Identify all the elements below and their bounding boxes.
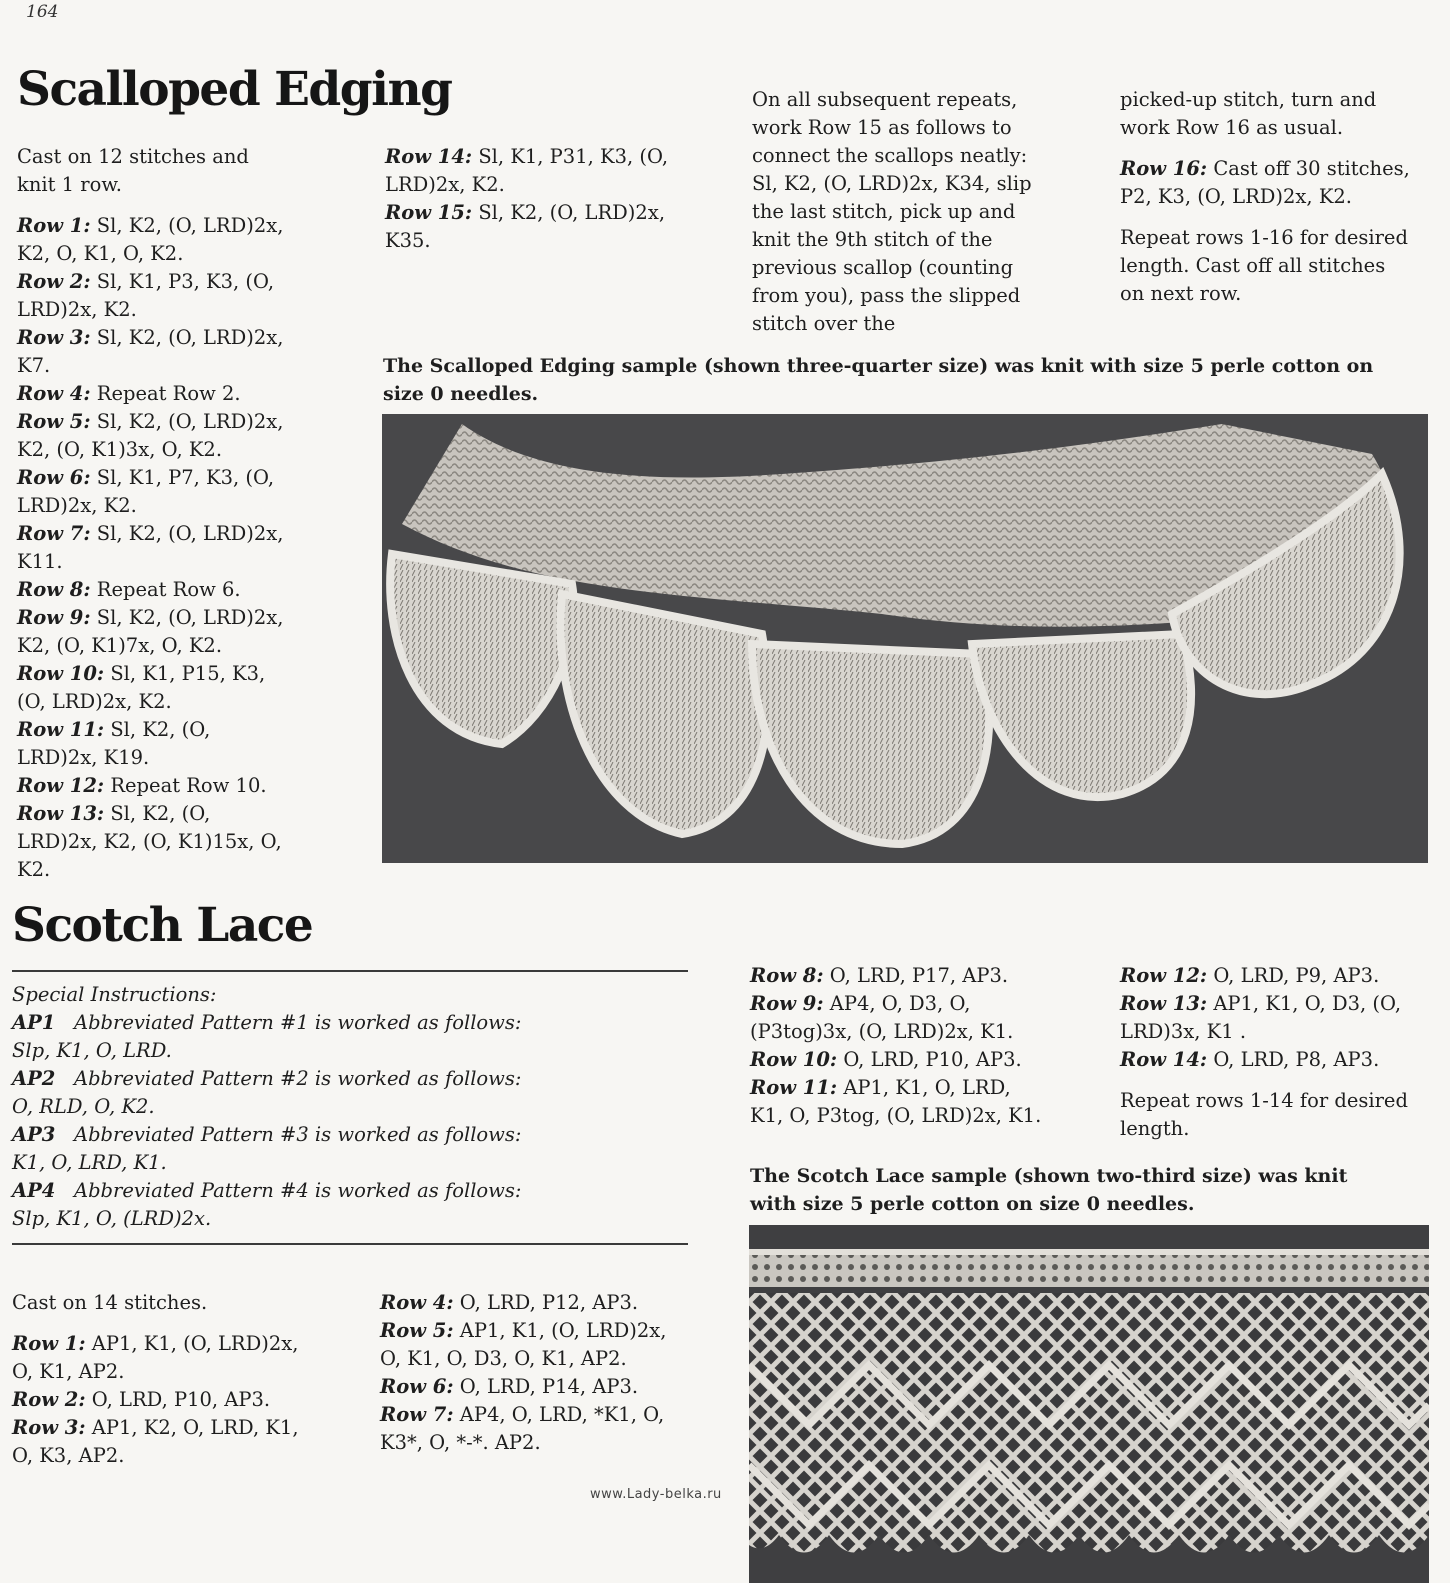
row-13: Row 13: Sl, K2, (O, LRD)2x, K2, (O, K1)15x, O, K2.: [17, 802, 282, 881]
ap1-pattern: Slp, K1, O, LRD.: [12, 1039, 172, 1062]
ap2-pattern: O, RLD, O, K2.: [12, 1095, 155, 1118]
row-9: Row 9: Sl, K2, (O, LRD)2x, K2, (O, K1)7x, O, K2.: [17, 606, 284, 657]
scotch-row-7: Row 7: AP4, O, LRD, *K1, O, K3*, O, *-*. AP2.: [380, 1403, 665, 1454]
scotch-column-1: [12, 1289, 312, 1470]
scalloped-column-2: [385, 143, 675, 255]
scotch-rows-1: [12, 1330, 312, 1470]
row-3: Row 3: Sl, K2, (O, LRD)2x, K7.: [17, 326, 284, 377]
scotch-row-14: Row 14: O, LRD, P8, AP3.: [1120, 1048, 1380, 1071]
page-number: 164: [26, 2, 59, 22]
scalloped-caption: The Scalloped Edging sample (shown three-quarter size) was knit with size 5 perle cotton on size 0 needles.: [383, 355, 1374, 405]
scotch-row-13: Row 13: AP1, K1, O, D3, (O, LRD)3x, K1 .: [1120, 992, 1402, 1043]
scotch-row-4: Row 4: O, LRD, P12, AP3.: [380, 1291, 639, 1314]
scalloped-lace-illustration: [382, 414, 1428, 863]
scotch-repeat-text: Repeat rows 1-14 for desired length.: [1120, 1089, 1408, 1140]
scotch-row-5: Row 5: AP1, K1, (O, LRD)2x, O, K1, O, D3, O, K1, AP2.: [380, 1319, 667, 1370]
scotch-row-6: Row 6: O, LRD, P14, AP3.: [380, 1375, 639, 1398]
watermark-url: www.Lady-belka.ru: [590, 1487, 722, 1502]
special-instructions-bottom-rule: [12, 1243, 688, 1245]
scalloped-column-4: [1120, 86, 1410, 308]
subsequent-repeats-text: On all subsequent repeats, work Row 15 as follows to connect the scallops neatly: Sl, K2, (O, LRD)2x, K34, slip the last stitch, pick up and knit the 9th stitch of the previous scallop (counting from you), pass the slipped stitch over the: [752, 88, 1032, 335]
ap3-line: AP3 Abbreviated Pattern #3 is worked as follows:: [12, 1123, 522, 1146]
scalloped-column-1: [17, 143, 292, 884]
special-instructions-top-rule: [12, 970, 688, 972]
row-10: Row 10: Sl, K1, P15, K3, (O, LRD)2x, K2.: [17, 662, 266, 713]
row-1: Row 1: Sl, K2, (O, LRD)2x, K2, O, K1, O, K2.: [17, 214, 284, 265]
scotch-row-8: Row 8: O, LRD, P17, AP3.: [750, 964, 1009, 987]
scotch-row-11: Row 11: AP1, K1, O, LRD, K1, O, P3tog, (O, LRD)2x, K1.: [750, 1076, 1042, 1127]
row-5: Row 5: Sl, K2, (O, LRD)2x, K2, (O, K1)3x, O, K2.: [17, 410, 284, 461]
scotch-row-12: Row 12: O, LRD, P9, AP3.: [1120, 964, 1380, 987]
scotch-row-2: Row 2: O, LRD, P10, AP3.: [12, 1388, 271, 1411]
special-instructions: [12, 981, 688, 1233]
row-16: Row 16: Cast off 30 stitches, P2, K3, (O, LRD)2x, K2.: [1120, 157, 1410, 208]
scalloped-rows-1: [17, 212, 292, 884]
scotch-row-9: Row 9: AP4, O, D3, O, (P3tog)3x, (O, LRD)2x, K1.: [750, 992, 1014, 1043]
scotch-column-3: [750, 962, 1050, 1130]
ap1-line: AP1 Abbreviated Pattern #1 is worked as follows:: [12, 1011, 522, 1034]
special-instructions-heading: Special Instructions:: [12, 983, 217, 1006]
scotch-row-3: Row 3: AP1, K2, O, LRD, K1, O, K3, AP2.: [12, 1416, 299, 1467]
row-4: Row 4: Repeat Row 2.: [17, 382, 241, 405]
scotch-row-10: Row 10: O, LRD, P10, AP3.: [750, 1048, 1022, 1071]
row-14: Row 14: Sl, K1, P31, K3, (O, LRD)2x, K2.: [385, 145, 669, 196]
scalloped-sample-photo: [382, 414, 1428, 863]
scalloped-repeat-text: Repeat rows 1-16 for desired length. Cast off all stitches on next row.: [1120, 226, 1408, 305]
subsequent-repeats-continued: picked-up stitch, turn and work Row 16 as usual.: [1120, 88, 1377, 139]
scotch-column-2: [380, 1289, 680, 1457]
row-2: Row 2: Sl, K1, P3, K3, (O, LRD)2x, K2.: [17, 270, 275, 321]
ap3-pattern: K1, O, LRD, K1.: [12, 1151, 167, 1174]
scotch-lace-illustration: [749, 1225, 1429, 1583]
row-6: Row 6: Sl, K1, P7, K3, (O, LRD)2x, K2.: [17, 466, 275, 517]
scotch-sample-photo: [749, 1225, 1429, 1583]
row-12: Row 12: Repeat Row 10.: [17, 774, 267, 797]
ap2-line: AP2 Abbreviated Pattern #2 is worked as follows:: [12, 1067, 522, 1090]
ap4-pattern: Slp, K1, O, (LRD)2x.: [12, 1207, 212, 1230]
scotch-row-1: Row 1: AP1, K1, (O, LRD)2x, O, K1, AP2.: [12, 1332, 299, 1383]
row-15: Row 15: Sl, K2, (O, LRD)2x, K35.: [385, 201, 666, 252]
row-8: Row 8: Repeat Row 6.: [17, 578, 241, 601]
scotch-title: Scotch Lace: [12, 898, 313, 953]
ap4-line: AP4 Abbreviated Pattern #4 is worked as follows:: [12, 1179, 522, 1202]
scotch-column-4: [1120, 962, 1410, 1143]
scotch-intro: Cast on 14 stitches.: [12, 1291, 208, 1314]
scalloped-title: Scalloped Edging: [17, 62, 452, 117]
scalloped-column-3: [752, 86, 1057, 338]
row-11: Row 11: Sl, K2, (O, LRD)2x, K19.: [17, 718, 211, 769]
scalloped-intro: Cast on 12 stitches and knit 1 row.: [17, 145, 249, 196]
row-7: Row 7: Sl, K2, (O, LRD)2x, K11.: [17, 522, 284, 573]
scotch-caption: The Scotch Lace sample (shown two-third size) was knit with size 5 perle cotton on size 0 needles.: [750, 1165, 1348, 1215]
